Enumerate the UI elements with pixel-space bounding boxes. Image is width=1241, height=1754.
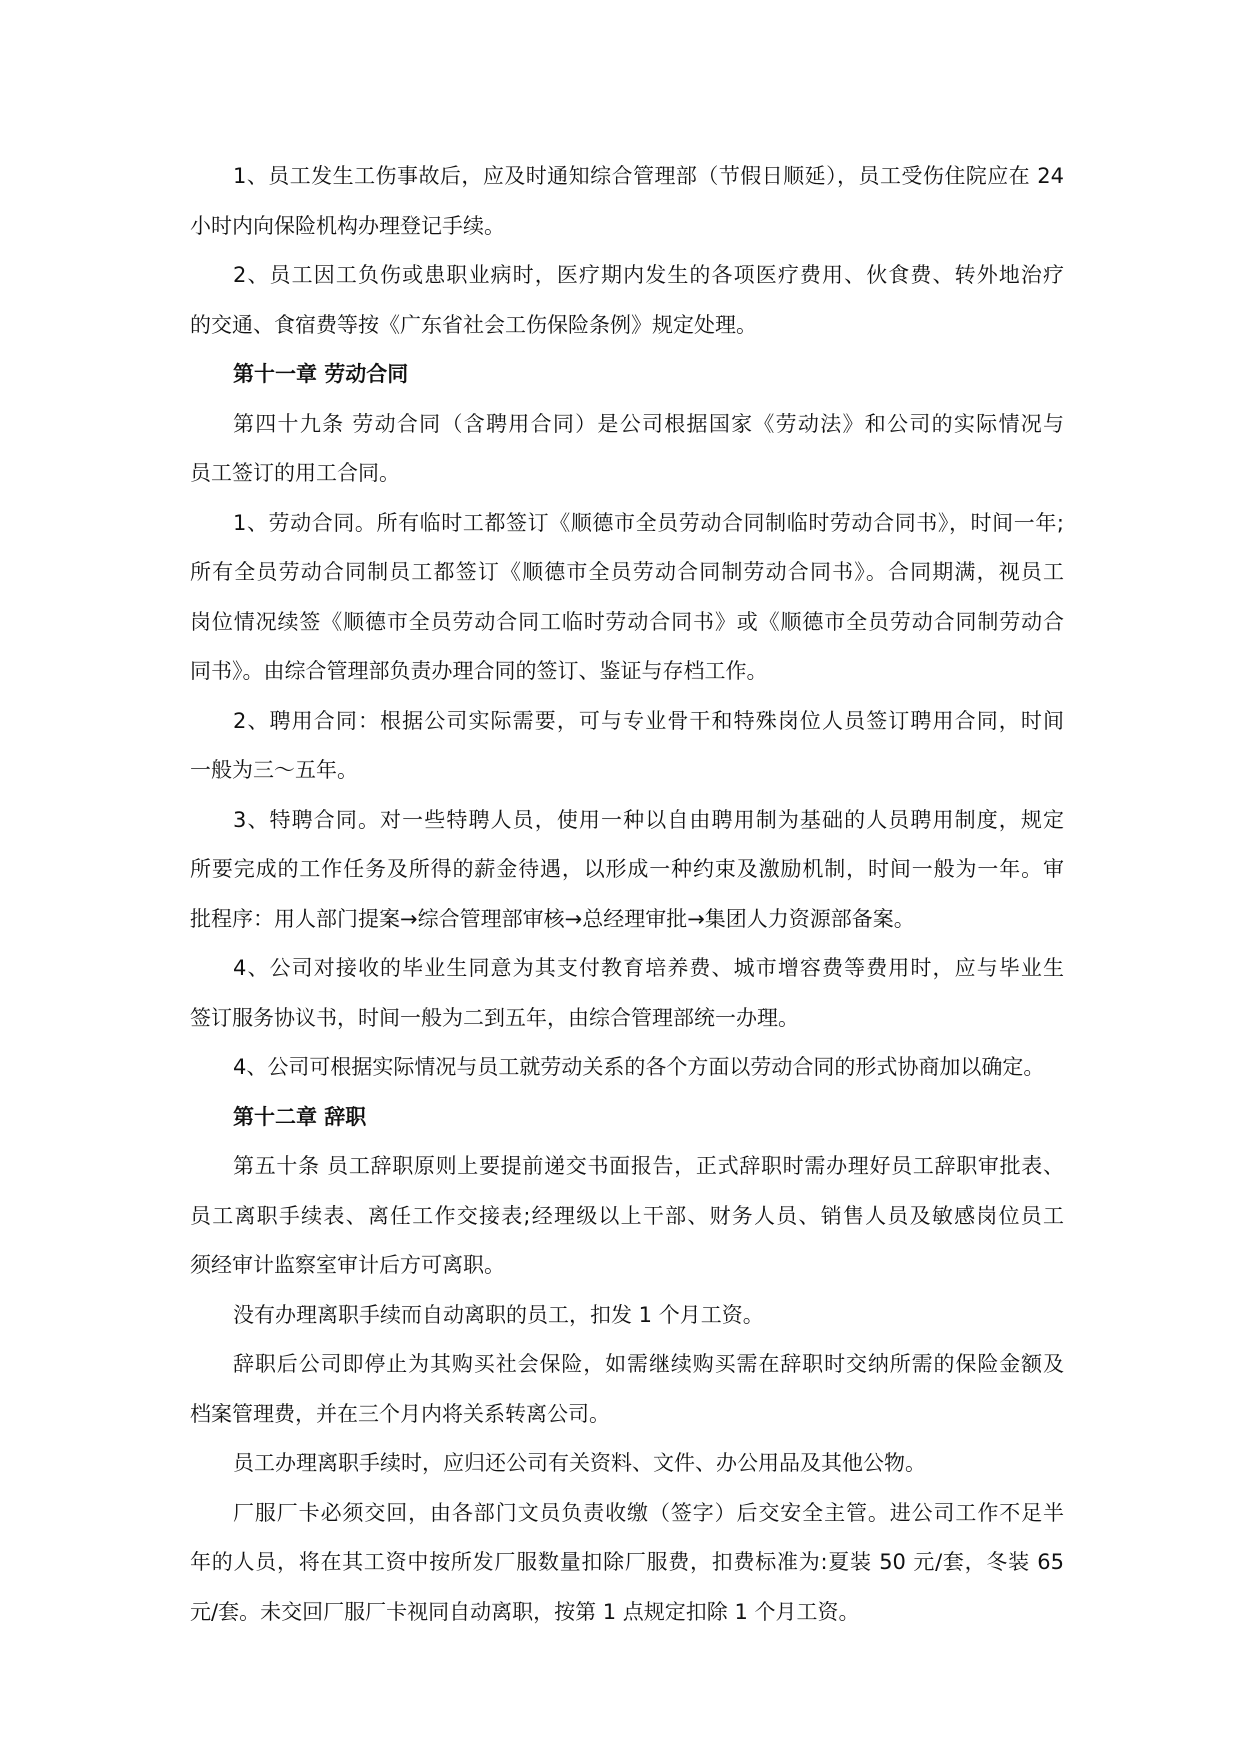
text-line: 1、劳动合同。所有临时工都签订《顺德市全员劳动合同制临时劳动合同书》，时间一年;	[233, 510, 1064, 535]
paragraph	[190, 1291, 1064, 1341]
document-page	[190, 152, 1064, 1637]
chapter-heading	[190, 1093, 1064, 1143]
text-line: 签订服务协议书，时间一般为二到五年，由综合管理部统一办理。	[190, 1005, 799, 1030]
paragraph	[190, 400, 1064, 499]
text-line: 2、聘用合同：根据公司实际需要，可与专业骨干和特殊岗位人员签订聘用合同，时间	[233, 708, 1064, 733]
text-line: 所要完成的工作任务及所得的薪金待遇，以形成一种约束及激励机制，时间一般为一年。审	[190, 857, 1064, 881]
text-line: 2、员工因工负伤或患职业病时，医疗期内发生的各项医疗费用、伙食费、转外地治疗	[233, 263, 1064, 287]
text-line: 辞职后公司即停止为其购买社会保险，如需继续购买需在辞职时交纳所需的保险金额及	[233, 1352, 1064, 1376]
text-line: 员工办理离职手续时，应归还公司有关资料、文件、办公用品及其他公物。	[233, 1451, 926, 1475]
text-line: 第四十九条 劳动合同（含聘用合同）是公司根据国家《劳动法》和公司的实际情况与	[233, 411, 1064, 436]
text-line: 一般为三～五年。	[190, 758, 358, 782]
text-line: 员工离职手续表、离任工作交接表;经理级以上干部、财务人员、销售人员及敏感岗位员工	[190, 1203, 1064, 1228]
paragraph	[190, 697, 1064, 796]
text-line: 元/套。未交回厂服厂卡视同自动离职，按第 1 点规定扣除 1 个月工资。	[190, 1599, 860, 1624]
paragraph	[190, 499, 1064, 697]
text-line: 岗位情况续签《顺德市全员劳动合同工临时劳动合同书》或《顺德市全员劳动合同制劳动合	[190, 609, 1064, 634]
text-line: 4、公司可根据实际情况与员工就劳动关系的各个方面以劳动合同的形式协商加以确定。	[233, 1055, 1045, 1079]
text-line: 厂服厂卡必须交回，由各部门文员负责收缴（签字）后交安全主管。进公司工作不足半	[233, 1500, 1064, 1525]
text-line: 员工签订的用工合同。	[190, 461, 400, 485]
paragraph	[190, 1142, 1064, 1291]
paragraph	[190, 796, 1064, 945]
text-line: 1、员工发生工伤事故后，应及时通知综合管理部（节假日顺延），员工受伤住院应在 24	[233, 164, 1064, 188]
text-line: 同书》。由综合管理部负责办理合同的签订、鉴证与存档工作。	[190, 659, 768, 683]
paragraph	[190, 1340, 1064, 1439]
text-line: 的交通、食宿费等按《广东省社会工伤保险条例》规定处理。	[190, 312, 757, 337]
text-line: 批程序：用人部门提案→综合管理部审核→总经理审批→集团人力资源部备案。	[190, 906, 915, 931]
text-line: 所有全员劳动合同制员工都签订《顺德市全员劳动合同制劳动合同书》。合同期满，视员工	[190, 560, 1064, 584]
text-line: 3、特聘合同。对一些特聘人员，使用一种以自由聘用制为基础的人员聘用制度，规定	[233, 807, 1064, 832]
text-line: 档案管理费，并在三个月内将关系转离公司。	[190, 1401, 610, 1426]
text-line: 没有办理离职手续而自动离职的员工，扣发 1 个月工资。	[233, 1302, 764, 1327]
text-line: 第十一章 劳动合同	[233, 362, 409, 386]
paragraph	[190, 1439, 1064, 1489]
paragraph	[190, 1489, 1064, 1638]
text-line: 小时内向保险机构办理登记手续。	[190, 213, 505, 238]
text-line: 第五十条 员工辞职原则上要提前递交书面报告，正式辞职时需办理好员工辞职审批表、	[233, 1154, 1064, 1178]
paragraph	[190, 152, 1064, 251]
text-line: 须经审计监察室审计后方可离职。	[190, 1253, 505, 1277]
text-line: 第十二章 辞职	[233, 1104, 367, 1129]
paragraph	[190, 944, 1064, 1043]
paragraph	[190, 251, 1064, 350]
text-line: 年的人员，将在其工资中按所发厂服数量扣除厂服费，扣费标准为:夏装 50 元/套，冬装 65	[190, 1550, 1064, 1574]
text-line: 4、公司对接收的毕业生同意为其支付教育培养费、城市增容费等费用时，应与毕业生	[233, 956, 1064, 980]
paragraph	[190, 1043, 1064, 1093]
chapter-heading	[190, 350, 1064, 400]
